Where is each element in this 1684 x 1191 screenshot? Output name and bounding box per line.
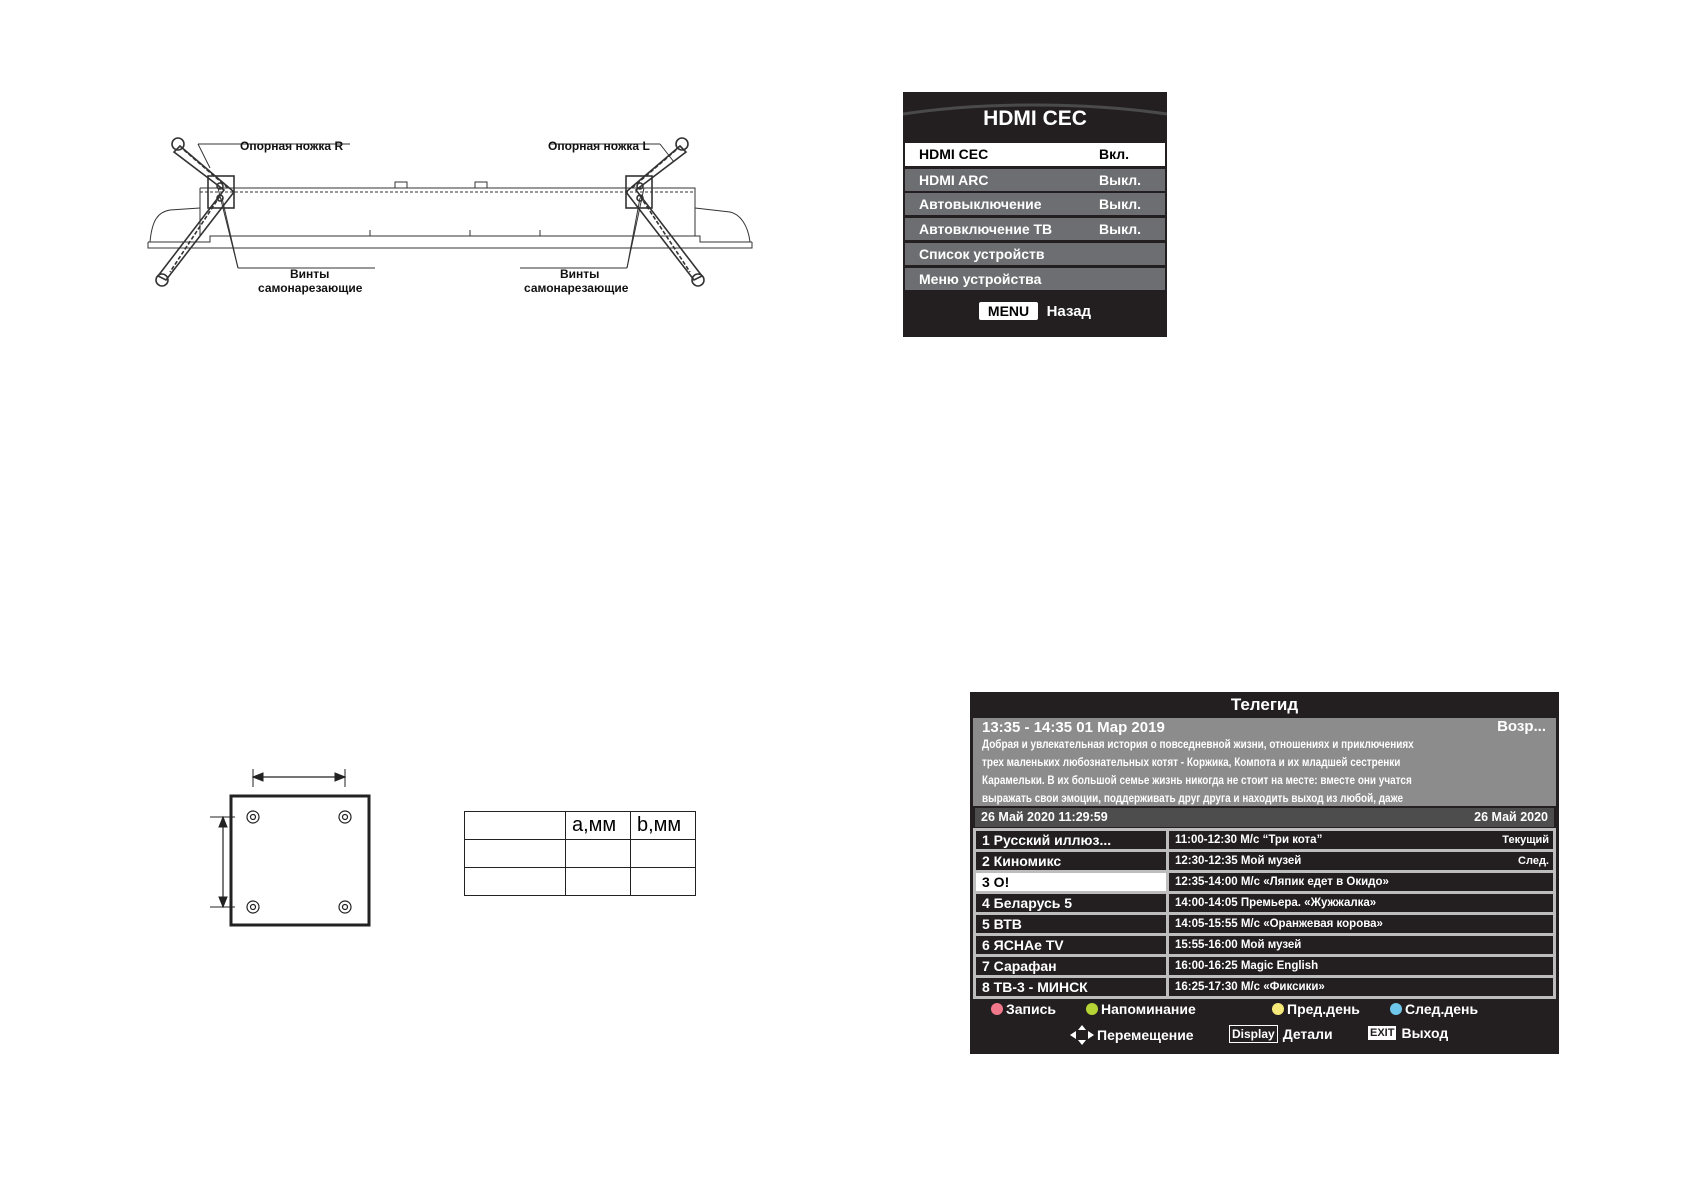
channel-item[interactable]	[976, 915, 1166, 933]
menu-row-hdmi-cec[interactable]	[905, 143, 1165, 166]
table-row	[465, 868, 696, 896]
channel-label: 2 Киномикс	[982, 853, 1062, 869]
channel-label: 4 Беларусь 5	[982, 895, 1073, 911]
channel-label: 8 ТВ-3 - МИНСК	[982, 979, 1088, 995]
hdmi-cec-menu	[903, 92, 1167, 337]
current-datetime: 26 Май 2020 11:29:59	[981, 810, 1108, 824]
row-value: Выкл.	[1099, 172, 1142, 188]
program-item[interactable]	[1169, 894, 1553, 912]
red-dot-icon	[991, 1003, 1003, 1015]
info-time: 13:35 - 14:35 01 Мар 2019	[982, 719, 1165, 736]
arrows-icon	[1070, 1025, 1094, 1045]
channel-label: 6 ЯСНАе TV	[982, 937, 1064, 953]
row-label: HDMI ARC	[919, 172, 989, 188]
program-item[interactable]	[1169, 852, 1553, 870]
channel-label: 7 Сарафан	[982, 958, 1057, 974]
mount-hole	[247, 811, 351, 913]
program-item[interactable]	[1169, 915, 1553, 933]
details-key[interactable]	[1229, 1025, 1333, 1043]
description-line: трех маленьких любознательных котят - Коржика, Компота и их младшей сестренки	[982, 755, 1401, 769]
reminder-key[interactable]	[1086, 1001, 1196, 1017]
blue-dot-icon	[1390, 1003, 1402, 1015]
date-bar	[975, 808, 1554, 827]
move-label: Перемещение	[1097, 1027, 1194, 1043]
table-cell	[566, 868, 631, 896]
description-line: Карамельки. В их большой семье жизнь никогда не стоит на месте: вместе они учатся	[982, 773, 1412, 787]
yellow-dot-icon	[1272, 1003, 1284, 1015]
label-screws-left-1: Винты	[290, 267, 330, 281]
row-value: Выкл.	[1099, 221, 1142, 237]
table-cell	[465, 840, 566, 868]
label-leg-l: Опорная ножка L	[548, 139, 650, 153]
next-day-label: След.день	[1405, 1001, 1479, 1017]
description-line: выражать свои эмоции, поддерживать друг друга и находить выход из любой, даже	[982, 791, 1404, 805]
info-rating: Возр...	[1497, 718, 1546, 735]
menu-row-device-list[interactable]	[905, 243, 1165, 265]
program-text: 15:55-16:00 Мой музей	[1175, 939, 1302, 951]
move-key[interactable]	[1070, 1025, 1194, 1045]
row-label: Автовыключение	[919, 196, 1042, 212]
program-tag: След.	[1518, 855, 1549, 867]
stand-diagram	[140, 130, 760, 330]
menu-footer	[903, 302, 1167, 326]
menu-row-auto-on-tv[interactable]	[905, 218, 1165, 240]
table-cell	[465, 868, 566, 896]
program-info-panel	[973, 718, 1556, 806]
table-cell	[465, 812, 566, 840]
program-text: 16:25-17:30 М/с «Фиксики»	[1175, 981, 1325, 993]
table-header-b: b,мм	[631, 812, 696, 840]
row-label: Автовключение ТВ	[919, 221, 1053, 237]
label-screws-right-1: Винты	[560, 267, 600, 281]
exit-key-icon: EXIT	[1370, 1027, 1395, 1039]
exit-key[interactable]	[1368, 1025, 1448, 1041]
menu-row-auto-off[interactable]	[905, 193, 1165, 215]
table-header-a: a,мм	[566, 812, 631, 840]
channel-label: 5 ВТВ	[982, 916, 1022, 932]
program-item[interactable]	[1169, 978, 1553, 996]
epg-grid	[973, 828, 1556, 999]
table-cell	[566, 840, 631, 868]
table-row	[465, 840, 696, 868]
table-row	[465, 812, 696, 840]
menu-key[interactable]: MENU	[979, 302, 1038, 320]
record-key[interactable]	[991, 1001, 1056, 1017]
table-cell	[631, 840, 696, 868]
program-item[interactable]	[1169, 957, 1553, 975]
epg-title: Телегид	[1230, 695, 1299, 714]
label-leg-r: Опорная ножка R	[240, 139, 344, 153]
display-key-icon: Display	[1229, 1025, 1278, 1043]
color-key-legend	[970, 1001, 1559, 1021]
channel-item-selected[interactable]	[976, 873, 1166, 891]
program-item[interactable]	[1169, 936, 1553, 954]
row-value: Выкл.	[1099, 196, 1142, 212]
menu-title: HDMI CEC	[983, 107, 1087, 130]
channel-item[interactable]	[976, 894, 1166, 912]
program-text: 14:05-15:55 М/с «Оранжевая корова»	[1175, 918, 1383, 930]
channel-item[interactable]	[976, 852, 1166, 870]
channel-item[interactable]	[976, 936, 1166, 954]
program-item[interactable]	[1169, 831, 1553, 849]
label-screws-left-2: самонарезающие	[258, 281, 363, 295]
table-cell	[631, 868, 696, 896]
row-label: Меню устройства	[919, 271, 1042, 287]
vesa-size-table	[464, 811, 696, 896]
program-text: 12:30-12:35 Мой музей	[1175, 855, 1302, 867]
details-label: Детали	[1282, 1026, 1333, 1042]
info-description	[982, 735, 1414, 807]
channel-label: 1 Русский иллюз...	[982, 832, 1112, 848]
channel-label: 3 O!	[982, 874, 1010, 890]
channel-item[interactable]	[976, 978, 1166, 996]
menu-row-hdmi-arc[interactable]	[905, 169, 1165, 191]
program-item[interactable]	[1169, 873, 1553, 891]
record-label: Запись	[1006, 1001, 1057, 1017]
program-text: 14:00-14:05 Премьера. «Жужжалка»	[1175, 897, 1377, 909]
label-screws-right-2: самонарезающие	[524, 281, 629, 295]
nav-key-legend	[970, 1023, 1559, 1045]
program-text: 12:35-14:00 М/с «Ляпик едет в Окидо»	[1175, 876, 1389, 888]
row-label: HDMI CEC	[919, 146, 989, 162]
back-label: Назад	[1046, 302, 1092, 320]
description-line: Добрая и увлекательная история о повседневной жизни, отношениях и приключениях	[982, 737, 1414, 751]
green-dot-icon	[1086, 1003, 1098, 1015]
row-value: Вкл.	[1099, 146, 1130, 162]
program-tag: Текущий	[1502, 834, 1549, 846]
program-text: 11:00-12:30 М/с “Три кота”	[1175, 834, 1323, 846]
vesa-mount-drawing	[205, 765, 385, 935]
menu-row-device-menu[interactable]	[905, 268, 1165, 290]
schedule-date: 26 Май 2020	[1474, 810, 1548, 824]
exit-label: Выход	[1401, 1025, 1449, 1041]
next-day-key[interactable]	[1390, 1001, 1478, 1017]
program-text: 16:00-16:25 Magic English	[1175, 960, 1319, 972]
channel-item[interactable]	[976, 957, 1166, 975]
reminder-label: Напоминание	[1101, 1001, 1196, 1017]
epg-screen	[970, 692, 1559, 1054]
channel-item[interactable]	[976, 831, 1166, 849]
prev-day-label: Пред.день	[1287, 1001, 1360, 1017]
prev-day-key[interactable]	[1272, 1001, 1360, 1017]
row-label: Список устройств	[919, 246, 1045, 262]
